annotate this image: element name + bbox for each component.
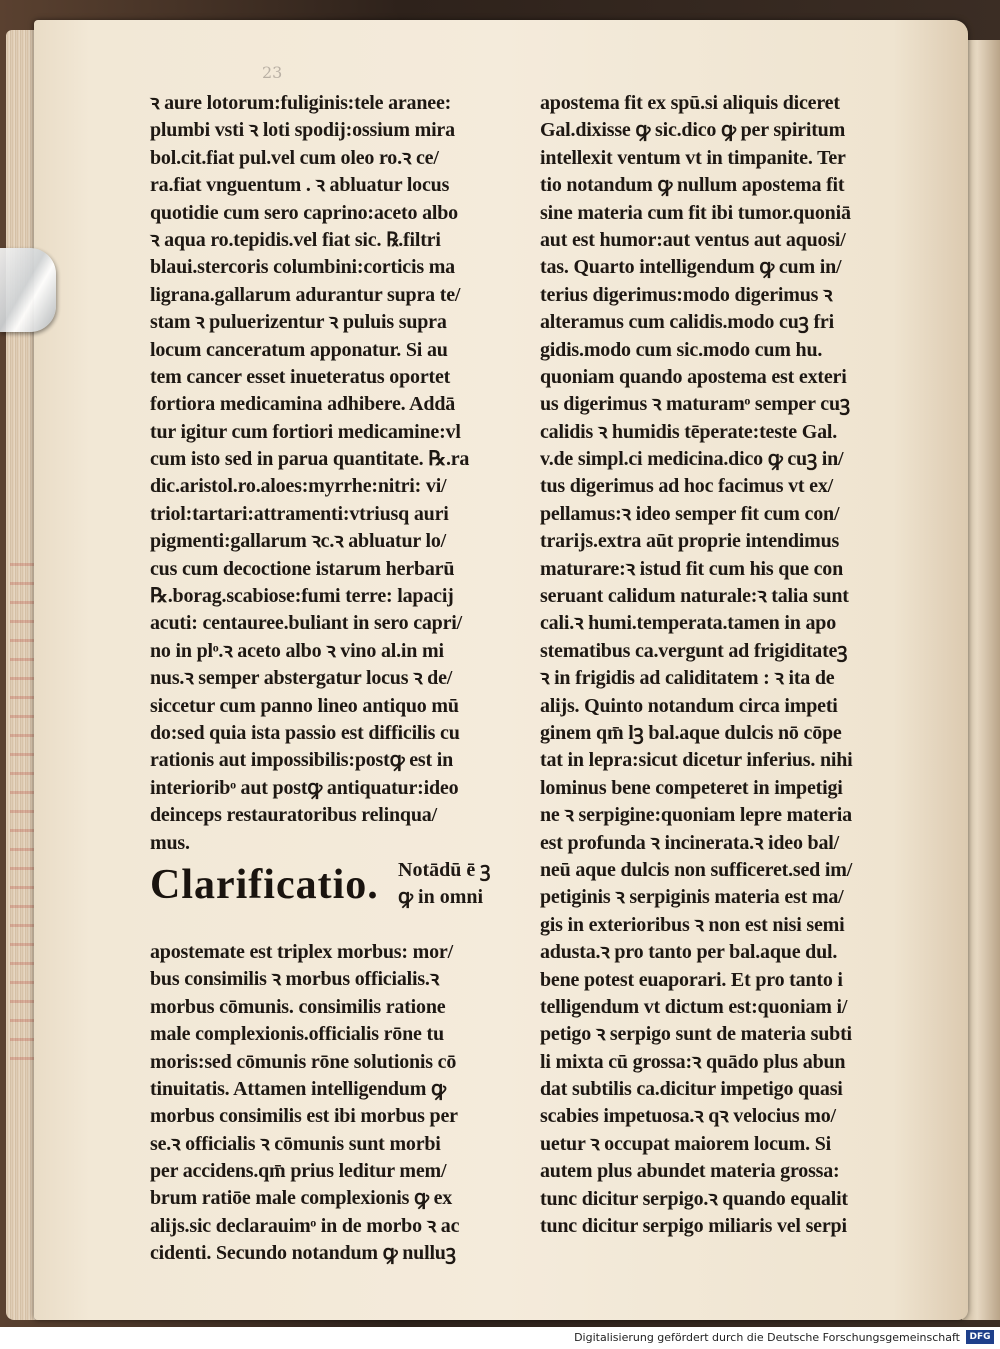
- text-line: per accidens.qm̄ prius leditur mem/: [150, 1160, 447, 1183]
- text-line: telligendum vt dictum est:quoniam i/: [540, 995, 848, 1018]
- left-column-lines: [150, 90, 520, 857]
- text-line: moris:sed cōmunis rōne solutionis cō: [150, 1050, 457, 1073]
- text-line: calidis ꝛ humidis tēperate:teste Gal.: [540, 420, 838, 443]
- footer-credit: Digitalisierung gefördert durch die Deutsche Forschungsgemeinschaft: [574, 1331, 960, 1344]
- text-line: ginem qm̄ lꝫ bal.aque dulcis nō cōpe: [540, 721, 842, 744]
- text-line: tunc dicitur serpigo.ꝛ quando equalit: [540, 1187, 848, 1210]
- text-line: us digerimus ꝛ maturamᵒ semper cuꝫ: [540, 393, 850, 416]
- text-line: tem cancer esset inueteratus oportet: [150, 365, 451, 388]
- right-column-lines: [540, 90, 912, 1240]
- text-line: intellexit ventum vt in timpanite. Ter: [540, 146, 846, 169]
- text-line: alijs.sic declarauimᵒ in de morbo ꝛ ac: [150, 1214, 460, 1237]
- text-line: ꝛ aure lotorum:fuliginis:tele aranee:: [150, 92, 452, 114]
- text-line: pellamus:ꝛ ideo semper fit cum con/: [540, 502, 840, 525]
- text-line: se.ꝛ officialis ꝛ cōmunis sunt morbi: [150, 1132, 441, 1155]
- folio-mark: 23: [262, 63, 283, 82]
- left-column-lines-after: [150, 939, 520, 1268]
- text-line: apostemate est triplex morbus: mor/: [150, 940, 453, 963]
- text-line: ꝛ aqua ro.tepidis.vel fiat sic. ℞.filtri: [150, 228, 441, 251]
- text-line: quoniam quando apostema est exteri: [540, 365, 847, 388]
- text-line: v.de simpl.ci medicina.dico ꝙ cuꝫ in/: [540, 448, 844, 471]
- text-line: cidenti. Secundo notandum ꝙ nulluꝫ: [150, 1242, 456, 1265]
- text-line: ꝛ in frigidis ad caliditatem : ꝛ ita de: [540, 667, 835, 690]
- text-line: morbus cōmunis. consimilis ratione: [150, 995, 446, 1018]
- text-line: brum ratiōe male complexionis ꝙ ex: [150, 1187, 453, 1210]
- text-line: cus cum decoctione istarum herbarū: [150, 557, 455, 580]
- text-line: ℞.borag.scabiose:fumi terre: lapacij: [150, 585, 454, 608]
- digitization-footer: [0, 1327, 1000, 1349]
- text-line: siccetur cum panno lineo antiquo mū: [150, 694, 459, 717]
- text-line: stematibus ca.vergunt ad frigiditateꝫ: [540, 639, 848, 662]
- section-heading-tail-line: ꝙ in omni: [398, 886, 484, 909]
- text-line: pigmenti:gallarum ꝛc.ꝛ abluatur lo/: [150, 530, 447, 553]
- text-line: apostema fit ex spū.si aliquis diceret: [540, 92, 840, 114]
- page-edge-stains: [10, 560, 34, 1060]
- text-line: fortiora medicamina adhibere. Addā: [150, 393, 456, 416]
- text-line: adusta.ꝛ pro tanto per bal.aque dul.: [540, 941, 838, 964]
- text-line: dat subtilis ca.dicitur impetigo quasi: [540, 1078, 843, 1101]
- text-line: do:sed quia ista passio est difficilis cu: [150, 721, 460, 744]
- text-line: scabies impetuosa.ꝛ qꝛ velocius mo/: [540, 1105, 836, 1128]
- text-line: petigo ꝛ serpigo sunt de materia subti: [540, 1023, 852, 1046]
- text-line: tio notandum ꝙ nullum apostema fit: [540, 174, 845, 197]
- text-line: neū aque dulcis non sufficeret.sed im/: [540, 858, 853, 881]
- text-line: blaui.stercoris columbini:corticis ma: [150, 256, 455, 279]
- text-line: cali.ꝛ humi.temperata.tamen in apo: [540, 612, 836, 635]
- text-line: aut est humor:aut ventus aut aquosi/: [540, 228, 846, 251]
- text-line: stam ꝛ puluerizentur ꝛ puluis supra: [150, 311, 447, 334]
- text-line: tunc dicitur serpigo miliaris vel serpi: [540, 1215, 847, 1238]
- text-line: nus.ꝛ semper abstergatur locus ꝛ de/: [150, 667, 453, 690]
- text-line: interioribᵒ aut postꝙ antiquatur:ideo: [150, 776, 459, 799]
- section-heading: Clarificatio.: [150, 861, 379, 908]
- text-line: deinceps restauratoribus relinqua/: [150, 804, 437, 827]
- text-line: tus digerimus ad hoc facimus vt ex/: [540, 475, 834, 498]
- text-line: seruant calidum naturale:ꝛ talia sunt: [540, 585, 849, 608]
- right-text-column: [540, 90, 912, 1240]
- section-heading-row: [150, 857, 520, 939]
- text-line: alteramus cum calidis.modo cuꝫ fri: [540, 311, 834, 334]
- section-heading-tail-line: Notādū ē ꝫ: [398, 858, 491, 881]
- text-line: ne ꝛ serpigine:quoniam lepre materia: [540, 804, 852, 827]
- text-line: no in plᵒ.ꝛ aceto albo ꝛ vino al.in mi: [150, 639, 444, 662]
- text-line: male complexionis.officialis rōne tu: [150, 1023, 444, 1046]
- text-line: tur igitur cum fortiori medicamine:vl: [150, 420, 461, 443]
- text-line: bus consimilis ꝛ morbus officialis.ꝛ: [150, 968, 440, 991]
- text-line: est profunda ꝛ incinerata.ꝛ ideo bal/: [540, 831, 839, 854]
- text-line: uetur ꝛ occupat maiorem locum. Si: [540, 1132, 832, 1155]
- text-line: ligrana.gallarum adurantur supra te/: [150, 283, 461, 306]
- text-line: lominus bene competeret in impetigi: [540, 776, 843, 799]
- text-line: ra.fiat vnguentum . ꝛ abluatur locus: [150, 174, 450, 197]
- text-line: alijs. Quinto notandum circa impeti: [540, 694, 838, 717]
- text-line: terius digerimus:modo digerimus ꝛ: [540, 283, 833, 306]
- text-line: locum canceratum apponatur. Si au: [150, 338, 448, 361]
- text-line: dic.aristol.ro.aloes:myrrhe:nitri: vi/: [150, 475, 447, 498]
- text-line: trarijs.extra aūt proprie intendimus: [540, 530, 840, 553]
- text-line: morbus consimilis est ibi morbus per: [150, 1105, 458, 1128]
- text-line: Gal.dixisse ꝙ sic.dico ꝙ per spiritum: [540, 119, 846, 142]
- text-line: triol:tartari:attramenti:vtriusq auri: [150, 502, 449, 525]
- text-line: bene potest euaporari. Et pro tanto i: [540, 968, 843, 991]
- page-clip-icon: [0, 248, 56, 332]
- text-line: bol.cit.fiat pul.vel cum oleo ro.ꝛ ce/: [150, 146, 439, 169]
- text-line: gidis.modo cum sic.modo cum hu.: [540, 338, 823, 361]
- text-line: autem plus abundet materia grossa:: [540, 1160, 840, 1183]
- text-line: plumbi vsti ꝛ loti spodij:ossium mira: [150, 119, 455, 142]
- text-line: quotidie cum sero caprino:aceto albo: [150, 201, 458, 224]
- text-line: tinuitatis. Attamen intelligendum ꝙ: [150, 1077, 446, 1100]
- text-line: gis in exterioribus ꝛ non est nisi semi: [540, 913, 845, 936]
- text-line: tas. Quarto intelligendum ꝙ cum in/: [540, 256, 842, 279]
- section-heading-tail: [398, 857, 490, 912]
- text-line: maturare:ꝛ istud fit cum his que con: [540, 557, 844, 580]
- text-line: li mixta cū grossa:ꝛ quādo plus abun: [540, 1050, 846, 1073]
- text-line: tat in lepra:sicut dicetur inferius. nihi: [540, 749, 853, 772]
- dfg-logo: DFG: [966, 1330, 994, 1344]
- text-line: sine materia cum fit ibi tumor.quoniā: [540, 201, 851, 224]
- text-line: cum isto sed in parua quantitate. ℞.ra: [150, 448, 470, 471]
- text-line: acuti: centauree.buliant in sero capri/: [150, 612, 462, 635]
- text-line: rationis aut impossibilis:postꝙ est in: [150, 749, 454, 772]
- text-line: mus.: [150, 831, 190, 854]
- left-text-column: [150, 90, 520, 1268]
- text-line: petiginis ꝛ serpiginis materia est ma/: [540, 886, 844, 909]
